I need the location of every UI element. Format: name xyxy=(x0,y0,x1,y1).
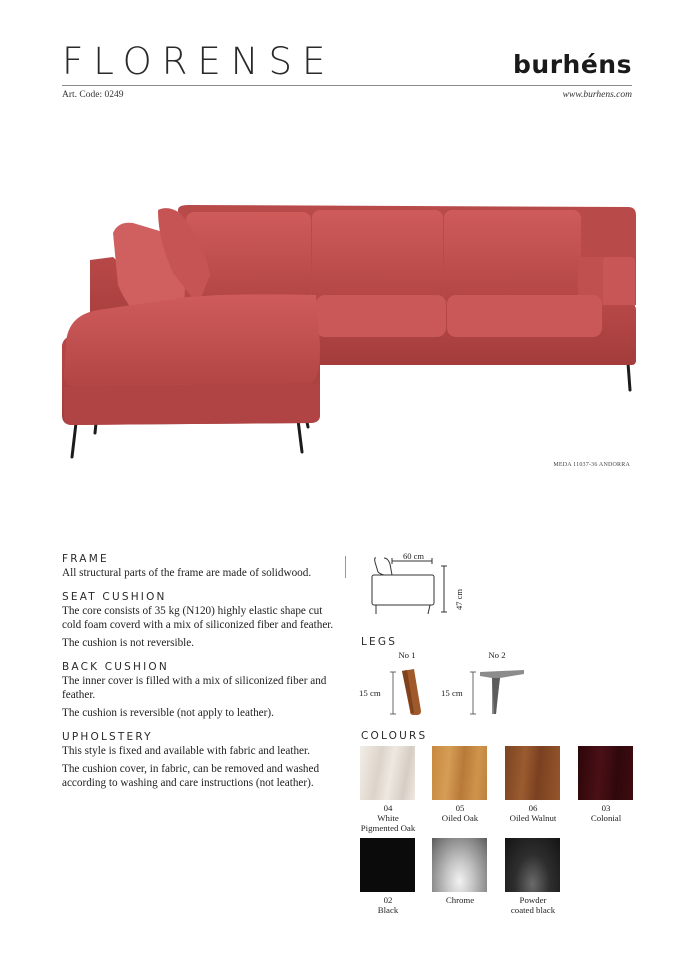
seat-cushion-2 xyxy=(447,295,602,337)
swatch-caption: Powder coated black xyxy=(510,895,556,915)
spec-paragraph: The cushion is reversible (not apply to leather). xyxy=(62,707,274,719)
dimension-width: 60 cm xyxy=(403,551,425,561)
swatch-chrome[interactable] xyxy=(432,838,487,892)
swatch-black[interactable] xyxy=(360,838,415,892)
spec-heading: BACK CUSHION xyxy=(62,661,169,673)
spec-frame xyxy=(62,553,342,580)
back-cushion-3 xyxy=(444,210,581,303)
dimensions-diagram xyxy=(362,548,472,628)
leg-2-size: 15 cm xyxy=(441,688,463,698)
swatch-caption: Chrome xyxy=(445,895,475,905)
leg-1-label: No 1 xyxy=(398,650,416,660)
swatch-caption: 02 Black xyxy=(377,895,399,915)
dimension-height: 47 cm xyxy=(454,588,464,610)
spec-heading: FRAME xyxy=(62,553,109,565)
website-link[interactable]: www.burhens.com xyxy=(562,90,632,100)
spec-paragraph: This style is fixed and available with fabric and leather. xyxy=(62,745,310,757)
sofa-photo xyxy=(58,195,643,465)
spec-paragraph: All structural parts of the frame are made of solidwood. xyxy=(62,567,312,579)
back-cushion-2 xyxy=(312,210,443,303)
specifications xyxy=(62,553,342,801)
leg-2-label: No 2 xyxy=(488,650,506,660)
spec-heading: UPHOLSTERY xyxy=(62,731,153,743)
spec-paragraph: The cushion is not reversible. xyxy=(62,637,195,649)
spec-paragraph: The inner cover is filled with a mix of siliconized fiber and feather. xyxy=(62,675,327,701)
swatch-oiled-walnut[interactable] xyxy=(505,746,560,800)
swatch-caption: 04 White Pigmented Oak xyxy=(360,803,416,833)
swatch-white-pigmented-oak[interactable] xyxy=(360,746,415,800)
spec-upholstery xyxy=(62,731,342,790)
metal-leg-icon xyxy=(470,664,530,720)
spec-back-cushion xyxy=(62,661,342,720)
leg-1-size: 15 cm xyxy=(359,688,381,698)
swatch-oiled-oak[interactable] xyxy=(432,746,487,800)
photo-caption: MEDA 11037-36 ANDORRA xyxy=(553,462,630,468)
product-title: FLORENSE xyxy=(62,40,336,83)
swatch-caption: 05 Oiled Oak xyxy=(441,803,479,823)
swatch-powder-coated-black[interactable] xyxy=(505,838,560,892)
wooden-leg-icon xyxy=(388,664,433,720)
spec-heading: SEAT CUSHION xyxy=(62,591,167,603)
colours-heading: COLOURS xyxy=(361,730,428,742)
spec-paragraph: The core consists of 35 kg (N120) highly elastic shape cut cold foam coverd with a mix of siliconized fiber and feather. xyxy=(62,605,334,631)
section-divider xyxy=(345,556,346,578)
legs-heading: LEGS xyxy=(361,636,398,648)
brand-logo: burhéns xyxy=(513,50,632,79)
spec-paragraph: The cushion cover, in fabric, can be removed and washed according to washing and care instructions (not leather). xyxy=(62,763,320,789)
swatch-caption: 03 Colonial xyxy=(590,803,622,823)
swatch-colonial[interactable] xyxy=(578,746,633,800)
article-code: Art. Code: 0249 xyxy=(62,90,124,100)
seat-cushion-1 xyxy=(316,295,446,337)
spec-seat-cushion xyxy=(62,591,342,650)
swatch-caption: 06 Oiled Walnut xyxy=(509,803,557,823)
header-divider xyxy=(62,85,632,86)
